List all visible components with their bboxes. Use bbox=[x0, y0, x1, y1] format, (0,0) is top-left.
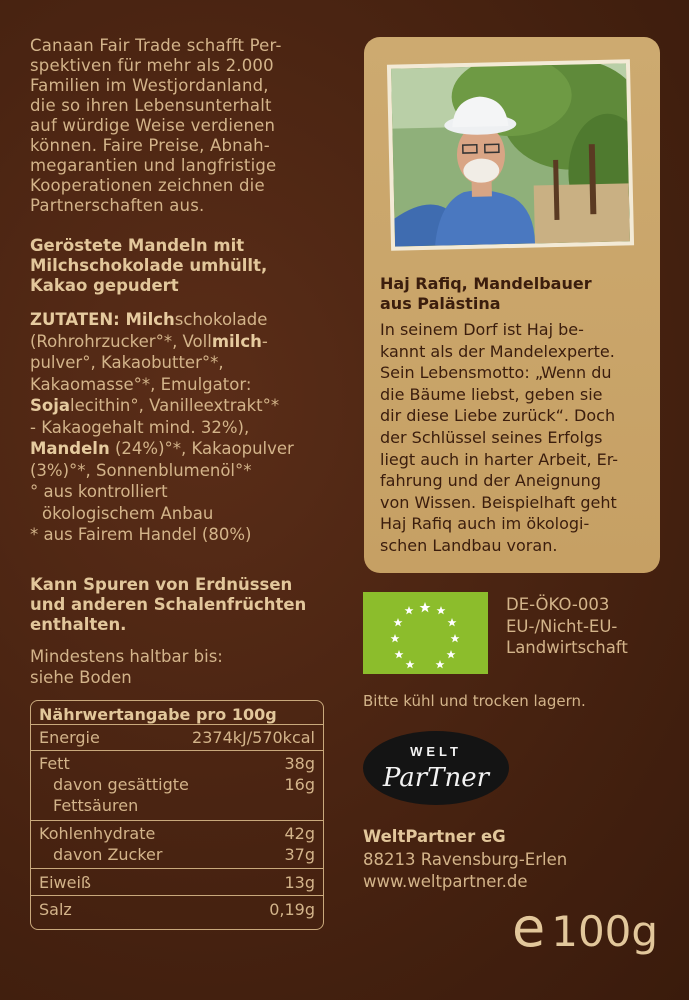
storage-instructions: Bitte kühl und trocken lagern. bbox=[363, 692, 586, 710]
company-website: www.weltpartner.de bbox=[363, 872, 528, 891]
story-line: kannt als der Mandelexperte. bbox=[380, 341, 615, 361]
ingredients-text: (Rohrohrzucker°*, Voll bbox=[30, 331, 212, 351]
farmer-caption bbox=[380, 274, 650, 314]
ingredients-line: Kakaomasse°*, Emulgator: bbox=[30, 374, 252, 394]
nutrition-label: davon Zucker bbox=[53, 845, 163, 864]
ingredients-line bbox=[30, 395, 330, 417]
nutrition-label: Eiweiß bbox=[39, 872, 92, 892]
ingredients-bold: Soja bbox=[30, 396, 71, 415]
ingredients-text: schokolade bbox=[174, 310, 268, 329]
story-line: von Wissen. Beispielhaft geht bbox=[380, 492, 617, 512]
story-line: In seinem Dorf ist Haj be- bbox=[380, 320, 584, 339]
intro-line: auf würdige Weise verdienen bbox=[30, 116, 276, 135]
net-weight bbox=[512, 896, 659, 959]
intro-line: spektiven für mehr als 2.000 bbox=[30, 56, 274, 75]
story-line: schen Landbau voran. bbox=[380, 535, 558, 555]
story-line: der Schlüssel seines Erfolgs bbox=[380, 427, 603, 447]
nutrition-value: 2374kJ/570kcal bbox=[192, 728, 315, 747]
best-before-line: Mindestens haltbar bis: bbox=[30, 647, 223, 666]
certification-line: DE-ÖKO-003 bbox=[506, 595, 610, 614]
logo-top-text: WELT bbox=[410, 744, 462, 759]
intro-line: Canaan Fair Trade schafft Per- bbox=[30, 36, 282, 55]
intro-text bbox=[30, 36, 326, 216]
nutrition-row-carbs bbox=[31, 821, 323, 869]
logo-bottom-text: ParTner bbox=[382, 763, 490, 793]
eu-leaf-stars-icon bbox=[363, 592, 488, 674]
allergen-notice bbox=[30, 575, 330, 635]
allergen-line: enthalten. bbox=[30, 615, 127, 634]
ingredients-bold: ZUTATEN: Milch bbox=[30, 310, 175, 329]
nutrition-value: 16g bbox=[284, 775, 315, 794]
nutrition-value: 42g bbox=[284, 824, 315, 843]
nutrition-row-energy bbox=[31, 725, 323, 751]
company-city: 88213 Ravensburg-Erlen bbox=[363, 849, 568, 869]
ingredients-list bbox=[30, 309, 330, 546]
story-line: dir diese Liebe zurück“. Doch bbox=[380, 406, 616, 426]
ingredients-line: pulver°, Kakaobutter°*, bbox=[30, 353, 224, 372]
certification-line: EU-/Nicht-EU- bbox=[506, 616, 618, 636]
ingredients-text: - bbox=[261, 331, 268, 351]
caption-line: aus Palästina bbox=[380, 294, 501, 313]
nutrition-label: Fett bbox=[39, 754, 70, 773]
nutrition-label: davon gesättigte bbox=[53, 775, 189, 794]
farmer-story bbox=[380, 319, 642, 557]
intro-line: Partnerschaften aus. bbox=[30, 196, 205, 215]
weight-value: 100g bbox=[551, 907, 659, 956]
ingredients-bold: milch bbox=[211, 331, 262, 351]
product-line: Geröstete Mandeln mit bbox=[30, 236, 245, 255]
nutrition-value: 38g bbox=[284, 754, 315, 773]
ingredients-line: * aus Fairem Handel (80%) bbox=[30, 525, 252, 544]
best-before bbox=[30, 646, 330, 688]
story-line: Sein Lebensmotto: „Wenn du bbox=[380, 363, 612, 383]
nutrition-value: 13g bbox=[284, 872, 315, 892]
company-address bbox=[363, 826, 567, 894]
nutrition-label: Salz bbox=[39, 900, 72, 919]
ingredients-line: ökologischem Anbau bbox=[42, 503, 214, 523]
product-name bbox=[30, 236, 330, 296]
nutrition-label: Fettsäuren bbox=[53, 796, 139, 815]
product-line: Kakao gepudert bbox=[30, 276, 179, 295]
company-name: WeltPartner eG bbox=[363, 827, 506, 846]
nutrition-value: 0,19g bbox=[269, 900, 315, 919]
intro-line: megarantien und langfristige bbox=[30, 156, 277, 175]
nutrition-table bbox=[30, 700, 324, 930]
estimated-sign: e bbox=[512, 896, 546, 959]
allergen-line: und anderen Schalenfrüchten bbox=[30, 595, 307, 614]
ingredients-bold: Mandeln bbox=[30, 439, 110, 458]
story-line: liegt auch in harter Arbeit, Er- bbox=[380, 449, 619, 469]
story-line: Haj Rafiq auch im ökologi- bbox=[380, 514, 590, 534]
caption-line: Haj Rafiq, Mandelbauer bbox=[380, 274, 592, 293]
nutrition-row-fat bbox=[31, 751, 323, 821]
farmer-photo bbox=[387, 59, 634, 250]
nutrition-row-protein bbox=[31, 869, 323, 896]
product-line: Milchschokolade umhüllt, bbox=[30, 256, 268, 275]
nutrition-label: Energie bbox=[39, 728, 100, 747]
ingredients-text: (24%)°*, Kakaopulver bbox=[109, 439, 294, 458]
ingredients-line: ° aus kontrolliert bbox=[30, 482, 168, 501]
nutrition-label: Kohlenhydrate bbox=[39, 824, 156, 843]
farmer-photo-illustration bbox=[391, 63, 630, 246]
intro-line: können. Faire Preise, Abnah- bbox=[30, 136, 270, 155]
ingredients-line: - Kakaogehalt mind. 32%), bbox=[30, 417, 250, 437]
allergen-line: Kann Spuren von Erdnüssen bbox=[30, 575, 293, 594]
intro-line: Kooperationen zeichnen die bbox=[30, 176, 265, 195]
intro-line: die so ihren Lebensunterhalt bbox=[30, 96, 272, 115]
certification-line: Landwirtschaft bbox=[506, 638, 628, 657]
nutrition-value: 37g bbox=[284, 845, 315, 864]
story-line: die Bäume liebst, geben sie bbox=[380, 384, 603, 404]
ingredients-text: lecithin°, Vanilleextrakt°* bbox=[70, 396, 280, 415]
story-line: fahrung und der Aneignung bbox=[380, 471, 601, 491]
nutrition-title: Nährwertangabe pro 100g bbox=[31, 701, 323, 725]
organic-certification bbox=[506, 594, 628, 659]
eu-organic-logo-icon bbox=[363, 592, 488, 674]
ingredients-line bbox=[30, 331, 330, 353]
ingredients-line bbox=[30, 309, 330, 331]
nutrition-row-salt bbox=[31, 896, 323, 923]
weltpartner-logo-icon bbox=[362, 730, 510, 806]
intro-line: Familien im Westjordanland, bbox=[30, 76, 269, 95]
ingredients-line bbox=[30, 438, 330, 460]
weltpartner-logo bbox=[362, 730, 510, 806]
ingredients-line: (3%)°*, Sonnenblumenöl°* bbox=[30, 460, 252, 480]
best-before-line: siehe Boden bbox=[30, 668, 132, 687]
